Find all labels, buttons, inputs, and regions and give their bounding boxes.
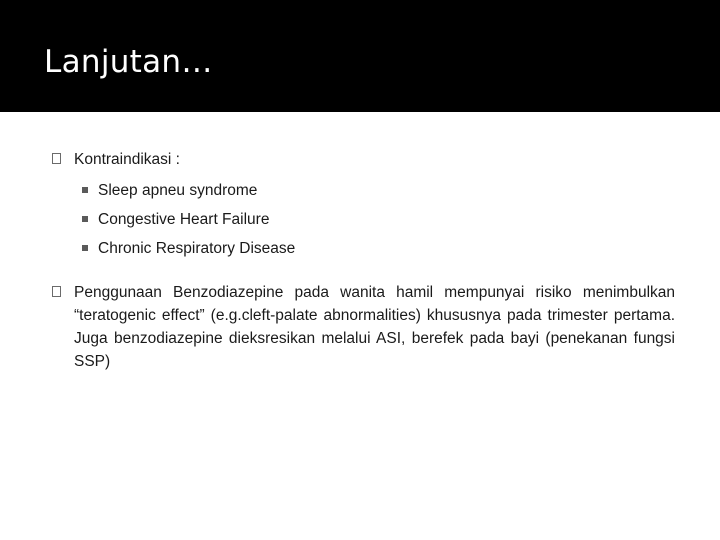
sub-bullet-text: Sleep apneu syndrome — [98, 182, 258, 199]
square-bullet-icon — [82, 187, 88, 193]
sub-bullet-text: Congestive Heart Failure — [98, 211, 270, 228]
title-bar — [0, 0, 720, 112]
bullet-benzodiazepine-pregnancy — [50, 281, 675, 373]
bullet-contraindications — [50, 148, 675, 263]
box-bullet-icon — [52, 286, 61, 297]
bullet-text: Kontraindikasi : — [74, 151, 180, 168]
box-bullet-icon — [52, 153, 61, 164]
square-bullet-icon — [82, 216, 88, 222]
slide-title: Lanjutan… — [44, 44, 213, 80]
sub-bullet-item — [74, 234, 675, 263]
sub-bullet-item — [74, 205, 675, 234]
square-bullet-icon — [82, 245, 88, 251]
bullet-text: Penggunaan Benzodiazepine pada wanita hamil mempunyai risiko menimbulkan “teratogenic effect” (e.g.cleft-palate abnormalities) khususnya pada trimester pertama. Juga benzodiazepine dieksresikan melalui ASI, berefek pada bayi (penekanan fungsi SSP) — [74, 284, 675, 370]
sub-bullet-item — [74, 176, 675, 205]
sub-bullet-list — [74, 176, 675, 263]
sub-bullet-text: Chronic Respiratory Disease — [98, 240, 296, 257]
slide-content — [50, 148, 675, 373]
